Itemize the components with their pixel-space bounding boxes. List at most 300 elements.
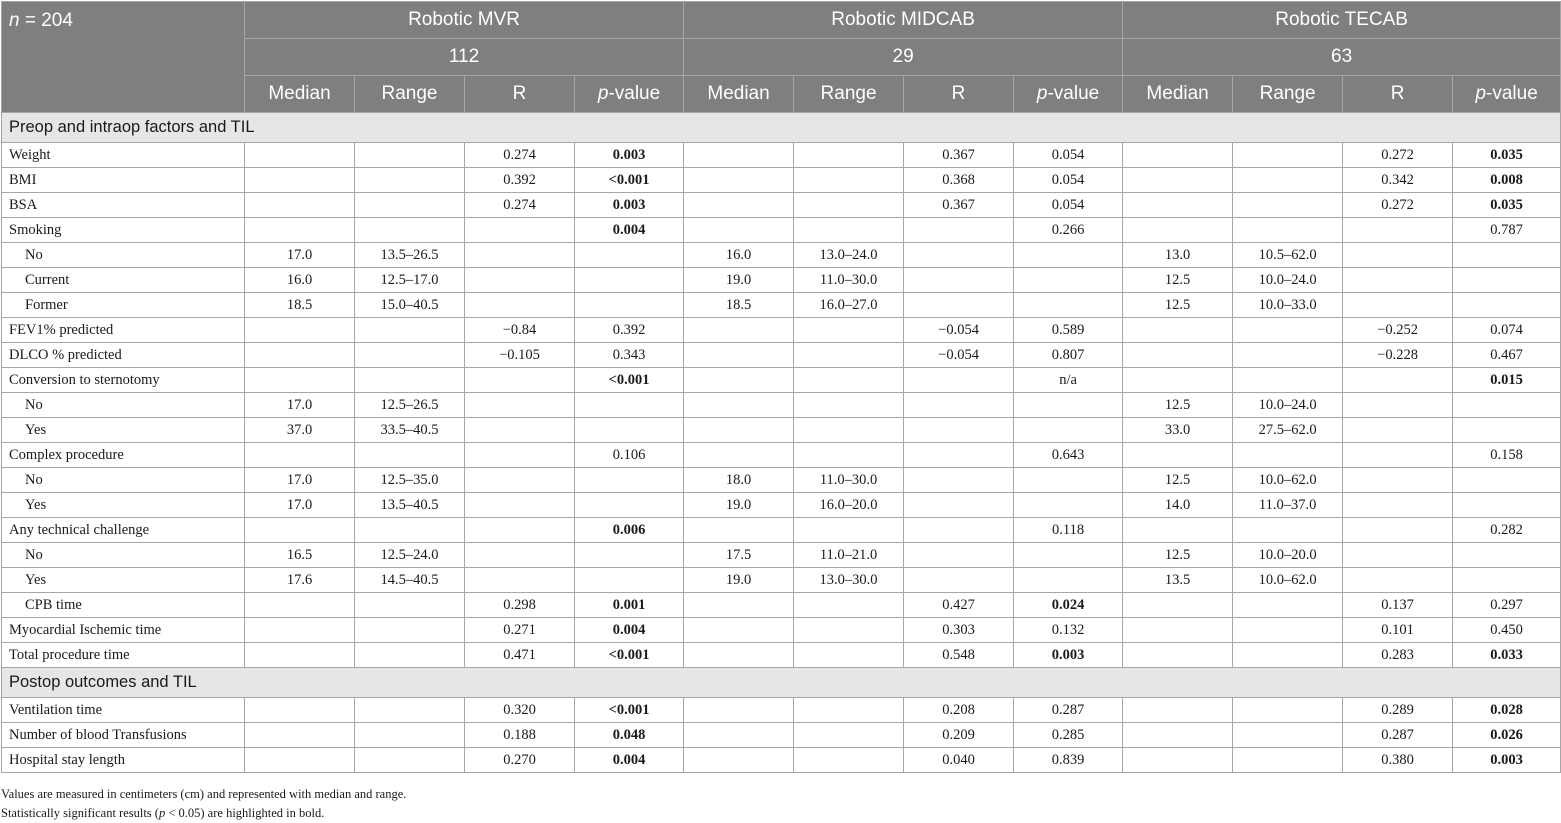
group-count-mvr: 112 xyxy=(245,39,684,76)
table-cell: −0.054 xyxy=(904,343,1014,368)
table-cell: 33.5–40.5 xyxy=(355,418,465,443)
row-label: Yes xyxy=(2,418,245,443)
table-cell xyxy=(1233,218,1343,243)
row-label: No xyxy=(2,243,245,268)
table-cell xyxy=(465,468,575,493)
table-cell: 10.0–62.0 xyxy=(1233,568,1343,593)
table-cell: 0.297 xyxy=(1453,593,1561,618)
table-cell: 0.274 xyxy=(465,193,575,218)
subcolumn-r-mvr: R xyxy=(465,76,575,113)
table-cell xyxy=(794,393,904,418)
table-cell xyxy=(1233,593,1343,618)
table-cell: 18.5 xyxy=(684,293,794,318)
row-label: Current xyxy=(2,268,245,293)
table-cell: <0.001 xyxy=(575,368,684,393)
table-cell xyxy=(1123,593,1233,618)
row-label: Myocardial Ischemic time xyxy=(2,618,245,643)
table-cell: 10.5–62.0 xyxy=(1233,243,1343,268)
table-cell xyxy=(575,293,684,318)
table-cell: 0.272 xyxy=(1343,143,1453,168)
table-cell xyxy=(904,368,1014,393)
table-row xyxy=(2,418,1561,443)
table-cell xyxy=(904,418,1014,443)
table-cell: 0.343 xyxy=(575,343,684,368)
table-cell xyxy=(245,518,355,543)
table-cell: 0.807 xyxy=(1014,343,1123,368)
table-cell xyxy=(684,643,794,668)
table-cell xyxy=(904,568,1014,593)
table-cell: 11.0–30.0 xyxy=(794,468,904,493)
table-cell: 0.132 xyxy=(1014,618,1123,643)
table-cell: 14.5–40.5 xyxy=(355,568,465,593)
table-cell xyxy=(575,418,684,443)
table-cell xyxy=(1233,618,1343,643)
table-cell: 0.283 xyxy=(1343,643,1453,668)
table-cell xyxy=(1123,368,1233,393)
table-cell xyxy=(1233,368,1343,393)
table-cell xyxy=(245,643,355,668)
row-label: Ventilation time xyxy=(2,698,245,723)
table-cell: 12.5–24.0 xyxy=(355,543,465,568)
table-cell xyxy=(465,568,575,593)
table-cell xyxy=(1233,698,1343,723)
table-cell: 0.368 xyxy=(904,168,1014,193)
row-label: Number of blood Transfusions xyxy=(2,723,245,748)
pvalue-suffix: -value xyxy=(1047,83,1100,104)
table-cell xyxy=(465,268,575,293)
table-cell: 0.367 xyxy=(904,143,1014,168)
table-cell xyxy=(1233,443,1343,468)
table-cell xyxy=(245,698,355,723)
table-row xyxy=(2,393,1561,418)
table-cell xyxy=(1343,243,1453,268)
table-cell xyxy=(1014,268,1123,293)
table-cell xyxy=(1453,393,1561,418)
table-cell xyxy=(1233,343,1343,368)
section-row xyxy=(2,113,1561,143)
table-cell: 0.074 xyxy=(1453,318,1561,343)
table-cell xyxy=(1233,518,1343,543)
table-cell xyxy=(904,393,1014,418)
table-cell xyxy=(245,368,355,393)
table-cell xyxy=(1453,543,1561,568)
table-cell xyxy=(1123,318,1233,343)
table-cell: 0.450 xyxy=(1453,618,1561,643)
table-cell xyxy=(1123,698,1233,723)
row-label: Total procedure time xyxy=(2,643,245,668)
table-cell xyxy=(904,518,1014,543)
table-cell xyxy=(355,218,465,243)
table-cell xyxy=(465,443,575,468)
subcolumn-r-midcab: R xyxy=(904,76,1014,113)
table-cell: 0.392 xyxy=(575,318,684,343)
table-cell xyxy=(1233,193,1343,218)
table-cell xyxy=(355,723,465,748)
table-row xyxy=(2,723,1561,748)
table-row xyxy=(2,493,1561,518)
table-cell xyxy=(1123,443,1233,468)
table-cell: 17.0 xyxy=(245,493,355,518)
table-cell xyxy=(794,618,904,643)
row-label: Yes xyxy=(2,568,245,593)
table-cell xyxy=(355,318,465,343)
table-cell xyxy=(245,218,355,243)
table-cell xyxy=(465,368,575,393)
row-label: Complex procedure xyxy=(2,443,245,468)
table-cell: 0.054 xyxy=(1014,193,1123,218)
section-row xyxy=(2,668,1561,698)
table-row xyxy=(2,618,1561,643)
table-row xyxy=(2,468,1561,493)
subcolumn-median-tecab: Median xyxy=(1123,76,1233,113)
table-row xyxy=(2,518,1561,543)
table-cell: −0.252 xyxy=(1343,318,1453,343)
table-cell: 12.5 xyxy=(1123,468,1233,493)
table-cell: 16.0 xyxy=(245,268,355,293)
table-cell: 0.001 xyxy=(575,593,684,618)
row-label: BSA xyxy=(2,193,245,218)
row-label: Weight xyxy=(2,143,245,168)
table-cell xyxy=(465,218,575,243)
table-cell: 0.024 xyxy=(1014,593,1123,618)
table-cell: 0.272 xyxy=(1343,193,1453,218)
table-cell: 16.0 xyxy=(684,243,794,268)
table-cell: 0.026 xyxy=(1453,723,1561,748)
table-cell: n/a xyxy=(1014,368,1123,393)
table-cell xyxy=(1233,143,1343,168)
table-cell: 11.0–30.0 xyxy=(794,268,904,293)
table-cell: 0.282 xyxy=(1453,518,1561,543)
table-cell xyxy=(1453,293,1561,318)
table-cell xyxy=(575,268,684,293)
table-cell: 0.003 xyxy=(1453,748,1561,773)
table-cell xyxy=(1014,568,1123,593)
table-cell: 0.208 xyxy=(904,698,1014,723)
table-cell xyxy=(1014,468,1123,493)
table-row xyxy=(2,318,1561,343)
table-cell xyxy=(355,143,465,168)
n-label: n xyxy=(9,10,20,31)
table-cell xyxy=(355,618,465,643)
table-cell xyxy=(1343,293,1453,318)
table-cell: 0.003 xyxy=(575,193,684,218)
table-cell xyxy=(1233,643,1343,668)
table-cell: 0.270 xyxy=(465,748,575,773)
table-cell xyxy=(575,543,684,568)
table-cell xyxy=(794,443,904,468)
table-cell xyxy=(1123,143,1233,168)
table-row xyxy=(2,268,1561,293)
table-cell xyxy=(1014,418,1123,443)
table-cell: 0.158 xyxy=(1453,443,1561,468)
subcolumn-range-midcab: Range xyxy=(794,76,904,113)
table-cell xyxy=(575,568,684,593)
subcolumn-median-midcab: Median xyxy=(684,76,794,113)
table-cell xyxy=(794,593,904,618)
table-row xyxy=(2,143,1561,168)
row-label: No xyxy=(2,393,245,418)
table-cell xyxy=(245,593,355,618)
table-cell xyxy=(904,268,1014,293)
table-cell xyxy=(794,168,904,193)
table-body xyxy=(2,113,1561,773)
table-row xyxy=(2,643,1561,668)
n-value: = 204 xyxy=(24,10,73,31)
table-cell xyxy=(1343,468,1453,493)
table-cell xyxy=(1343,493,1453,518)
table-cell: 14.0 xyxy=(1123,493,1233,518)
table-cell xyxy=(904,293,1014,318)
table-cell xyxy=(1014,543,1123,568)
table-cell xyxy=(794,418,904,443)
table-cell xyxy=(684,723,794,748)
row-label: DLCO % predicted xyxy=(2,343,245,368)
table-cell: 33.0 xyxy=(1123,418,1233,443)
table-row xyxy=(2,243,1561,268)
group-header-midcab: Robotic MIDCAB xyxy=(684,2,1123,39)
table-cell xyxy=(1343,218,1453,243)
row-label: Conversion to sternotomy xyxy=(2,368,245,393)
table-cell: 0.266 xyxy=(1014,218,1123,243)
row-label: No xyxy=(2,468,245,493)
table-cell xyxy=(684,368,794,393)
table-cell xyxy=(1343,418,1453,443)
table-cell xyxy=(245,318,355,343)
table-cell: 0.471 xyxy=(465,643,575,668)
table-cell: 12.5–35.0 xyxy=(355,468,465,493)
table-cell: −0.228 xyxy=(1343,343,1453,368)
row-label: Hospital stay length xyxy=(2,748,245,773)
table-cell xyxy=(1453,268,1561,293)
table-cell xyxy=(1343,393,1453,418)
table-cell xyxy=(1014,243,1123,268)
table-cell xyxy=(684,168,794,193)
table-cell: 0.004 xyxy=(575,748,684,773)
group-header-tecab: Robotic TECAB xyxy=(1123,2,1561,39)
table-cell: 0.188 xyxy=(465,723,575,748)
subcolumn-range-mvr: Range xyxy=(355,76,465,113)
table-cell: 13.5–40.5 xyxy=(355,493,465,518)
table-cell: 0.028 xyxy=(1453,698,1561,723)
table-cell xyxy=(904,493,1014,518)
subcolumn-pvalue-mvr xyxy=(575,76,684,113)
row-label: Former xyxy=(2,293,245,318)
row-label: BMI xyxy=(2,168,245,193)
table-row xyxy=(2,343,1561,368)
table-cell: 12.5 xyxy=(1123,393,1233,418)
table-cell: 0.106 xyxy=(575,443,684,468)
table-cell xyxy=(245,443,355,468)
table-cell xyxy=(245,748,355,773)
table-cell: 12.5 xyxy=(1123,268,1233,293)
table-cell: 0.054 xyxy=(1014,168,1123,193)
table-cell xyxy=(1453,493,1561,518)
table-row xyxy=(2,218,1561,243)
table-cell xyxy=(794,698,904,723)
table-cell xyxy=(355,443,465,468)
table-cell xyxy=(684,218,794,243)
table-cell: 13.5–26.5 xyxy=(355,243,465,268)
table-cell xyxy=(684,618,794,643)
table-row xyxy=(2,168,1561,193)
table-cell xyxy=(1123,168,1233,193)
table-cell xyxy=(1014,293,1123,318)
table-row xyxy=(2,193,1561,218)
table-cell: 17.0 xyxy=(245,393,355,418)
table-cell xyxy=(1123,343,1233,368)
table-cell: 0.040 xyxy=(904,748,1014,773)
footnotes xyxy=(1,785,406,823)
table-cell: 0.287 xyxy=(1343,723,1453,748)
table-cell xyxy=(1123,618,1233,643)
table-cell xyxy=(355,643,465,668)
table-cell xyxy=(684,393,794,418)
table-cell xyxy=(245,143,355,168)
footnote-units: Values are measured in centimeters (cm) and represented with median and range. xyxy=(1,787,407,801)
table-cell xyxy=(1014,493,1123,518)
table-cell xyxy=(1453,418,1561,443)
table-cell: −0.84 xyxy=(465,318,575,343)
table-cell: 10.0–24.0 xyxy=(1233,393,1343,418)
table-cell xyxy=(465,243,575,268)
row-label: CPB time xyxy=(2,593,245,618)
table-cell: 0.548 xyxy=(904,643,1014,668)
table-cell xyxy=(794,643,904,668)
table-header xyxy=(2,2,1561,113)
table-row xyxy=(2,748,1561,773)
subcolumn-pvalue-tecab xyxy=(1453,76,1561,113)
table-cell xyxy=(1233,168,1343,193)
table-cell: 0.298 xyxy=(465,593,575,618)
table-cell: 16.5 xyxy=(245,543,355,568)
table-cell: <0.001 xyxy=(575,168,684,193)
table-cell: 17.0 xyxy=(245,243,355,268)
table-cell xyxy=(794,218,904,243)
table-cell xyxy=(684,698,794,723)
table-cell xyxy=(904,443,1014,468)
table-cell xyxy=(794,723,904,748)
subcolumn-r-tecab: R xyxy=(1343,76,1453,113)
table-cell: 0.004 xyxy=(575,218,684,243)
subcolumn-range-tecab: Range xyxy=(1233,76,1343,113)
table-cell xyxy=(355,193,465,218)
pvalue-p-letter: p xyxy=(597,83,609,104)
table-cell: 37.0 xyxy=(245,418,355,443)
table-cell: 0.643 xyxy=(1014,443,1123,468)
table-cell xyxy=(465,493,575,518)
table-cell xyxy=(1343,568,1453,593)
table-cell: 10.0–20.0 xyxy=(1233,543,1343,568)
table-cell xyxy=(684,443,794,468)
table-cell: 0.209 xyxy=(904,723,1014,748)
table-cell: 0.392 xyxy=(465,168,575,193)
table-cell xyxy=(794,518,904,543)
table-cell xyxy=(1233,748,1343,773)
table-cell xyxy=(1343,268,1453,293)
table-cell: 0.320 xyxy=(465,698,575,723)
table-cell xyxy=(794,748,904,773)
table-cell: 0.003 xyxy=(575,143,684,168)
table-row xyxy=(2,593,1561,618)
table-cell: 15.0–40.5 xyxy=(355,293,465,318)
row-label: Any technical challenge xyxy=(2,518,245,543)
table-cell: <0.001 xyxy=(575,643,684,668)
results-table xyxy=(1,1,1561,773)
table-cell xyxy=(245,723,355,748)
table-cell xyxy=(355,593,465,618)
table-cell xyxy=(1233,318,1343,343)
table-cell xyxy=(904,468,1014,493)
table-cell: 0.787 xyxy=(1453,218,1561,243)
table-cell: 12.5 xyxy=(1123,293,1233,318)
table-row xyxy=(2,368,1561,393)
table-cell: 0.839 xyxy=(1014,748,1123,773)
table-cell xyxy=(1123,723,1233,748)
table-cell: 16.0–27.0 xyxy=(794,293,904,318)
table-cell xyxy=(1123,748,1233,773)
table-cell: 0.101 xyxy=(1343,618,1453,643)
table-cell xyxy=(1123,193,1233,218)
table-cell: 0.006 xyxy=(575,518,684,543)
table-cell xyxy=(684,343,794,368)
table-cell: 10.0–33.0 xyxy=(1233,293,1343,318)
table-cell: 0.003 xyxy=(1014,643,1123,668)
table-cell: 16.0–20.0 xyxy=(794,493,904,518)
table-cell: 0.274 xyxy=(465,143,575,168)
table-cell xyxy=(1343,518,1453,543)
table-cell: 0.118 xyxy=(1014,518,1123,543)
table-cell: 0.004 xyxy=(575,618,684,643)
table-cell: 0.303 xyxy=(904,618,1014,643)
table-cell xyxy=(465,293,575,318)
table-cell xyxy=(1453,243,1561,268)
table-cell xyxy=(1343,443,1453,468)
footnote-significance-post: < 0.05) are highlighted in bold. xyxy=(165,806,325,820)
table-cell: 18.0 xyxy=(684,468,794,493)
subcolumn-median-mvr: Median xyxy=(245,76,355,113)
table-cell xyxy=(465,518,575,543)
pvalue-suffix: -value xyxy=(608,83,661,104)
table-cell: 0.008 xyxy=(1453,168,1561,193)
table-cell xyxy=(684,593,794,618)
table-cell: 0.589 xyxy=(1014,318,1123,343)
table-cell: 0.035 xyxy=(1453,193,1561,218)
table-cell xyxy=(575,493,684,518)
table-cell: 10.0–24.0 xyxy=(1233,268,1343,293)
table-cell xyxy=(794,343,904,368)
table-cell xyxy=(245,168,355,193)
row-label: FEV1% predicted xyxy=(2,318,245,343)
table-cell xyxy=(575,243,684,268)
table-cell: 13.0–30.0 xyxy=(794,568,904,593)
table-cell: 19.0 xyxy=(684,568,794,593)
table-cell: 12.5–26.5 xyxy=(355,393,465,418)
table-cell xyxy=(355,368,465,393)
table-cell xyxy=(575,393,684,418)
table-cell xyxy=(794,318,904,343)
table-cell: 27.5–62.0 xyxy=(1233,418,1343,443)
table-cell xyxy=(465,418,575,443)
table-cell xyxy=(245,193,355,218)
table-row xyxy=(2,698,1561,723)
table-cell: 0.035 xyxy=(1453,143,1561,168)
table-row xyxy=(2,293,1561,318)
table-cell: 13.0 xyxy=(1123,243,1233,268)
pvalue-p-letter: p xyxy=(1475,83,1487,104)
table-cell: 0.033 xyxy=(1453,643,1561,668)
table-cell: 18.5 xyxy=(245,293,355,318)
row-label: Smoking xyxy=(2,218,245,243)
